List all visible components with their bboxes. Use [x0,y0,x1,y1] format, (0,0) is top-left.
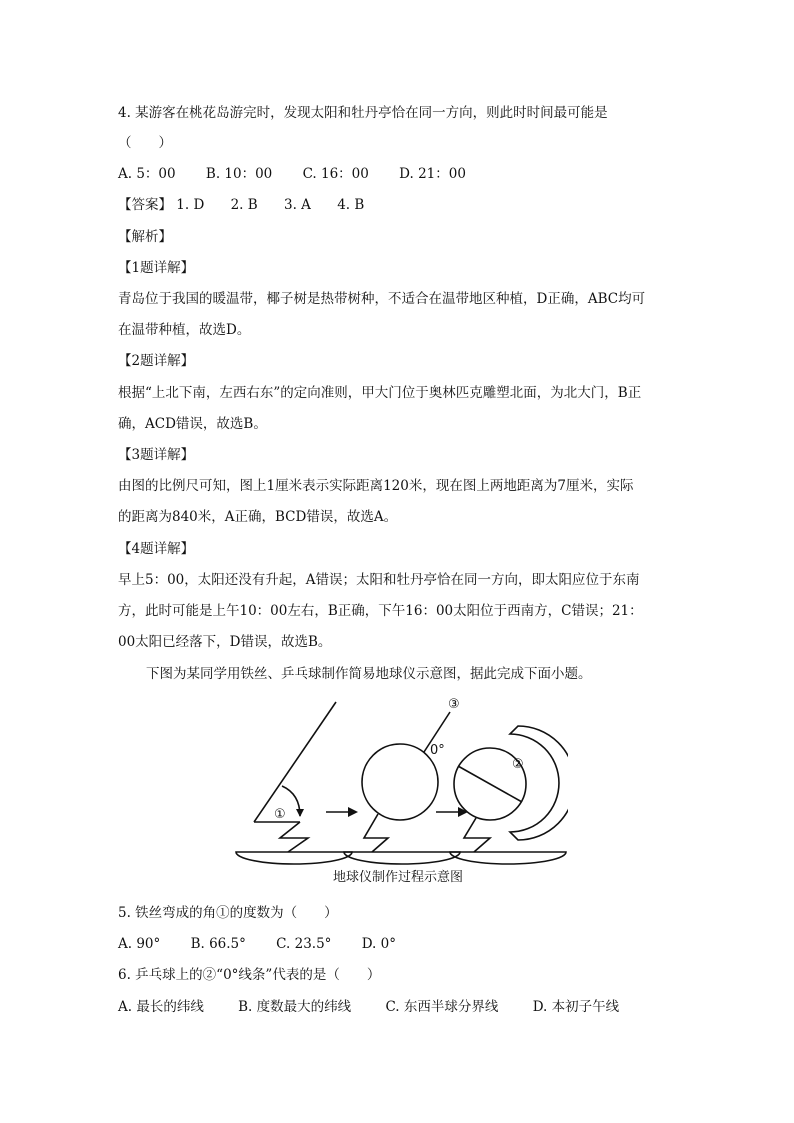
wire-support-arc [510,726,568,840]
option-d: D. 21：00 [399,166,466,182]
q1-analysis-line: 在温带种植，故选D。 [118,322,251,338]
question-6-stem: 6. 乒乓球上的②“0°线条”代表的是（ ） [118,967,381,983]
question-4-bracket: （ ） [118,135,172,151]
globe-making-diagram [228,690,568,890]
q4-analysis-line: 00太阳已经落下，D错误，故选B。 [118,634,332,650]
option-d: D. 0° [361,936,396,952]
option-b: B. 10：00 [205,166,273,182]
question-6-options [118,997,619,1017]
q1-analysis-title: 【1题详解】 [118,260,195,276]
q2-analysis-title: 【2题详解】 [118,353,195,369]
q4-analysis-title: 【4题详解】 [118,541,195,557]
q1-analysis-line: 青岛位于我国的暖温带，椰子树是热带树种，不适合在温带地区种植，D正确，ABC均可 [118,291,646,307]
mark-3: ③ [448,697,460,712]
base-ellipse [344,852,460,864]
globe-making-figure [228,690,568,890]
option-b: B. 66.5° [190,936,246,952]
question-4-stem: 4. 某游客在桃花岛游完时，发现太阳和牡丹亭恰在同一方向，则此时时间最可能是 [118,105,608,121]
option-a: A. 最长的纬线 [118,999,204,1015]
q2-analysis-line: 根据“上北下南，左西右东”的定向准则，甲大门位于奥林匹克雕塑北面，为北大门，B正 [118,385,642,401]
wire-zigzag [464,818,490,852]
question-4-options [118,164,466,184]
option-c: C. 23.5° [276,936,332,952]
analysis-title: 【解析】 [118,229,172,245]
question-5-stem: 5. 铁丝弯成的角①的度数为（ ） [118,905,338,921]
option-d: D. 本初子午线 [532,999,620,1015]
zero-degree-label: 0° [430,743,445,758]
wire-zigzag [280,822,308,852]
base-ellipse [450,852,566,864]
option-a: A. 5：00 [118,166,176,182]
q4-analysis-line: 早上5：00，太阳还没有升起，A错误；太阳和牡丹亭恰在同一方向，即太阳应位于东南 [118,572,640,588]
question-5-options [118,934,396,954]
option-b: B. 度数最大的纬线 [238,999,352,1015]
wire-zigzag [364,814,388,852]
q3-analysis-title: 【3题详解】 [118,447,195,463]
q3-analysis-line: 的距离为840米，A正确，BCD错误，故选A。 [118,509,398,525]
wire-slant [254,702,336,822]
ping-pong-ball [362,744,438,820]
q2-analysis-line: 确，ACD错误，故选B。 [118,416,267,432]
q3-analysis-line: 由图的比例尺可知，图上1厘米表示实际距离120米，现在图上两地距离为7厘米，实际 [118,478,634,494]
answer-line [118,195,364,215]
answer-label: 【答案】 [118,197,172,213]
answer-2: 2. B [230,197,258,213]
figure-caption: 地球仪制作过程示意图 [332,870,463,885]
answer-1: 1. D [176,197,205,213]
mark-1: ① [274,807,286,822]
answer-4: 4. B [337,197,365,213]
option-c: C. 16：00 [302,166,369,182]
answer-3: 3. A [283,197,311,213]
base-ellipse [236,852,352,864]
arrow-head [296,809,304,817]
figure-intro: 下图为某同学用铁丝、乒乓球制作简易地球仪示意图，据此完成下面小题。 [146,666,592,682]
q4-analysis-line: 方，此时可能是上午10：00左右，B正确，下午16：00太阳位于西南方，C错误；21： [118,603,643,619]
option-a: A. 90° [118,936,161,952]
mark-2: ② [512,757,524,772]
option-c: C. 东西半球分界线 [385,999,499,1015]
arrow-head [348,807,358,817]
